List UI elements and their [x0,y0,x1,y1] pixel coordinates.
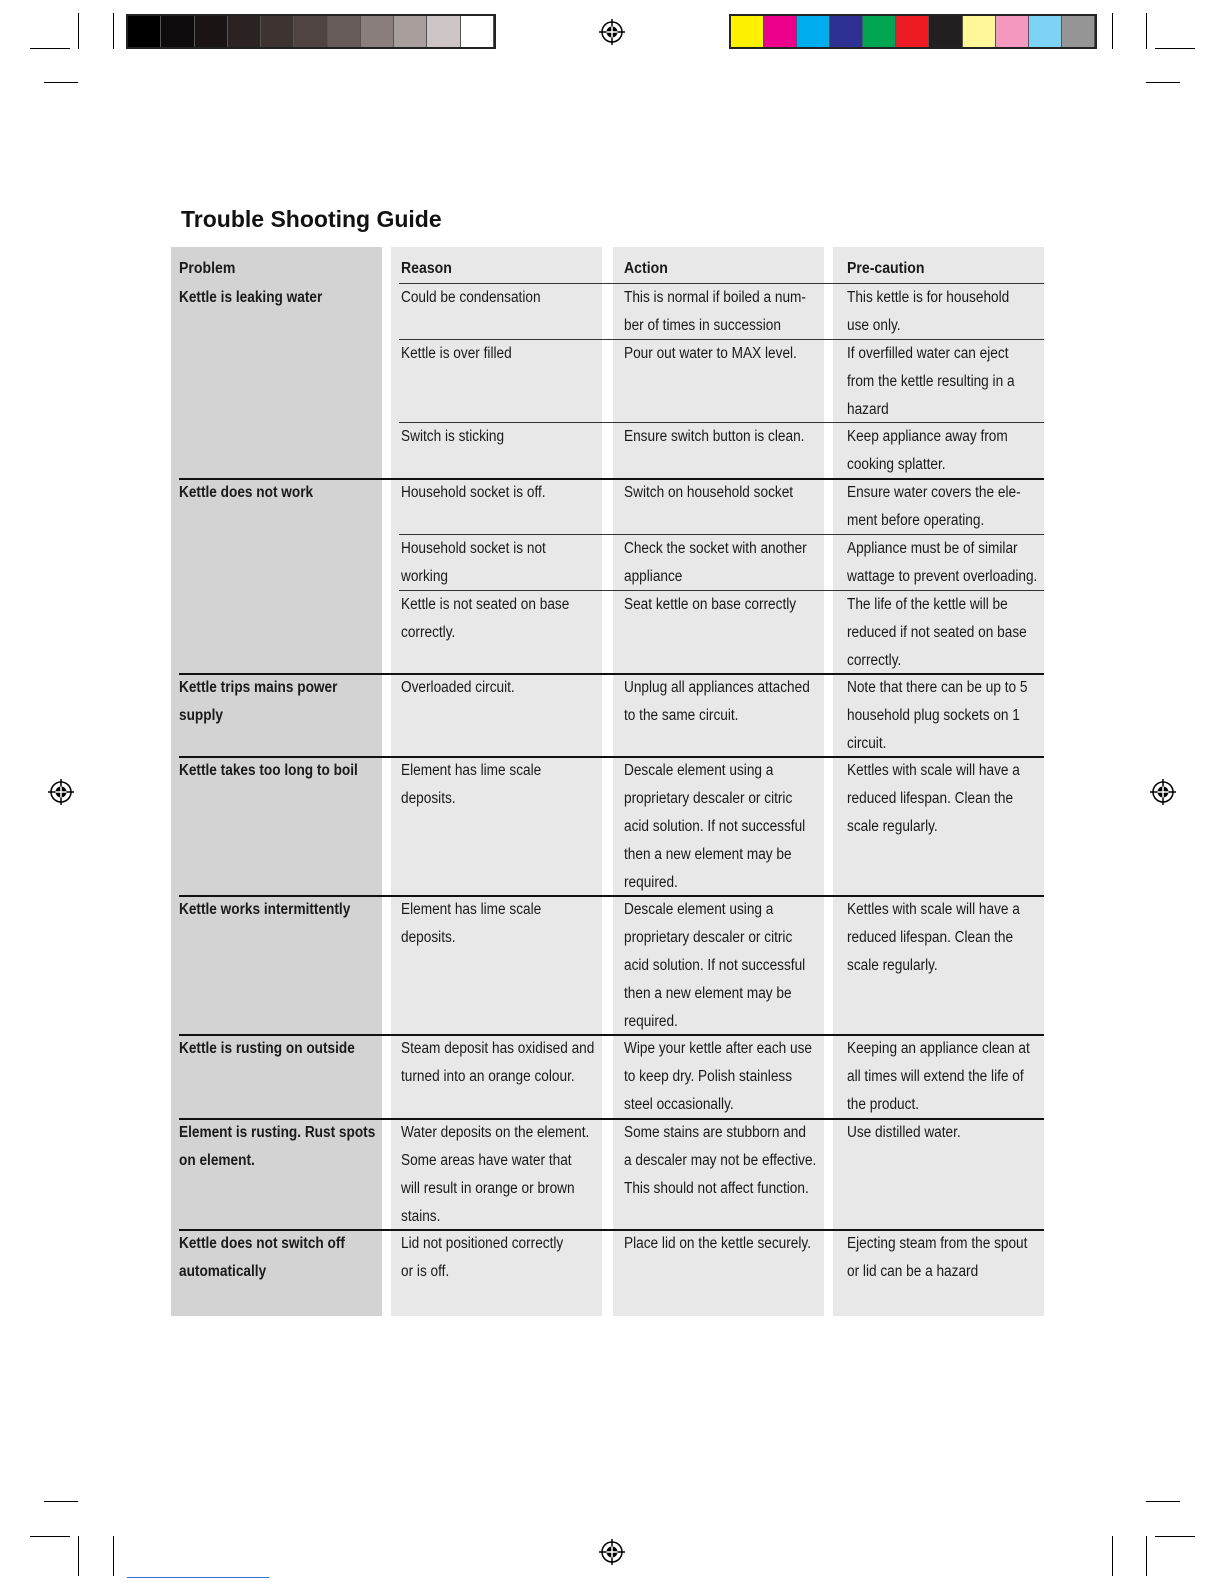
row-divider [399,590,1044,591]
crop-mark [30,1536,70,1537]
reason-cell: Element has lime scale deposits. [401,901,542,946]
color-swatch [128,16,161,47]
precaution-cell: Keeping an appliance clean at all times will extend the life of the product. [847,1040,1030,1113]
grayscale-color-bar [126,14,496,49]
crop-mark [30,48,70,49]
color-swatch [195,16,228,47]
problem-label: Kettle does not switch off automatically [179,1235,345,1280]
problem-label: Kettle trips mains power supply [179,679,338,724]
crop-mark [113,13,114,49]
action-cell: Descale element using a proprietary descaler or citric acid solution. If not successful then a new element may be required. [624,901,806,1030]
reason-cell: Kettle is not seated on base correctly. [401,596,570,641]
action-cell: Ensure switch button is clean. [624,428,805,445]
action-cell: Place lid on the kettle securely. [624,1235,812,1252]
problem-label: Kettle takes too long to boil [179,762,358,779]
precaution-cell: If overfilled water can eject from the kettle resulting in a hazard [847,345,1015,418]
crop-mark [113,1536,114,1576]
row-divider [399,422,1044,423]
color-swatch [731,16,764,47]
action-cell: Unplug all appliances attached to the same circuit. [624,679,810,724]
header-problem: Problem [179,260,236,277]
link-underline [127,1577,269,1578]
precaution-cell: Use distilled water. [847,1124,961,1141]
precaution-cell: Ensure water covers the ele- ment before operating. [847,484,1021,529]
problem-label: Element is rusting. Rust spots on element. [179,1124,376,1169]
action-cell: Check the socket with another appliance [624,540,807,585]
registration-mark-icon [599,1539,625,1565]
page-title: Trouble Shooting Guide [181,206,442,232]
crop-mark [44,82,78,83]
color-swatch [394,16,427,47]
reason-cell: Switch is sticking [401,428,505,445]
problem-label: Kettle is rusting on outside [179,1040,355,1057]
registration-mark-icon [48,779,74,805]
color-swatch [461,16,494,47]
color-swatch [427,16,460,47]
crop-mark [1146,13,1147,49]
precaution-cell: Kettles with scale will have a reduced lifespan. Clean the scale regularly. [847,901,1020,974]
action-cell: Pour out water to MAX level. [624,345,797,362]
reason-cell: Lid not positioned correctly or is off. [401,1235,564,1280]
reason-cell: Overloaded circuit. [401,679,515,696]
precaution-cell: Keep appliance away from cooking splatter. [847,428,1008,473]
color-swatch [929,16,962,47]
color-swatch [863,16,896,47]
header-precaution: Pre-caution [847,260,925,277]
action-cell: Switch on household socket [624,484,794,501]
precaution-cell: This kettle is for household use only. [847,289,1010,334]
precaution-cell: The life of the kettle will be reduced if not seated on base correctly. [847,596,1027,669]
problem-label: Kettle is leaking water [179,289,323,306]
header-action: Action [624,260,668,277]
color-swatch [294,16,327,47]
action-cell: Descale element using a proprietary descaler or citric acid solution. If not successful then a new element may be required. [624,762,806,891]
precaution-cell: Kettles with scale will have a reduced lifespan. Clean the scale regularly. [847,762,1020,835]
color-swatch [764,16,797,47]
problem-label: Kettle works intermittently [179,901,351,918]
action-cell: Seat kettle on base correctly [624,596,797,613]
crop-mark [1155,48,1195,49]
reason-cell: Household socket is off. [401,484,546,501]
color-swatch [996,16,1029,47]
crop-mark [78,1536,79,1576]
crop-mark [1112,1536,1113,1576]
crop-mark [44,1501,78,1502]
reason-cell: Household socket is not working [401,540,546,585]
crop-mark [1146,82,1180,83]
registration-mark-icon [599,19,625,45]
precaution-cell: Appliance must be of similar wattage to prevent overloading. [847,540,1038,585]
color-swatch [1062,16,1095,47]
reason-cell: Steam deposit has oxidised and turned into an orange colour. [401,1040,595,1085]
crop-mark [1112,13,1113,49]
precaution-cell: Note that there can be up to 5 household plug sockets on 1 circuit. [847,679,1028,752]
reason-cell: Water deposits on the element. Some areas have water that will result in orange or brown stains. [401,1124,590,1225]
precaution-cell: Ejecting steam from the spout or lid can be a hazard [847,1235,1028,1280]
row-divider [399,339,1044,340]
color-swatch [361,16,394,47]
row-divider [399,534,1044,535]
reason-cell: Kettle is over filled [401,345,512,362]
crop-mark [1155,1536,1195,1537]
crop-mark [78,13,79,49]
process-color-bar [729,14,1097,49]
color-swatch [1029,16,1062,47]
color-swatch [896,16,929,47]
color-swatch [328,16,361,47]
color-swatch [797,16,830,47]
action-cell: Some stains are stubborn and a descaler may not be effective. This should not affect function. [624,1124,817,1197]
header-reason: Reason [401,260,452,277]
color-swatch [228,16,261,47]
action-cell: Wipe your kettle after each use to keep dry. Polish stainless steel occasionally. [624,1040,813,1113]
crop-mark [1146,1501,1180,1502]
color-swatch [261,16,294,47]
action-cell: This is normal if boiled a num- ber of times in succession [624,289,806,334]
color-swatch [963,16,996,47]
problem-label: Kettle does not work [179,484,314,501]
color-swatch [830,16,863,47]
reason-cell: Element has lime scale deposits. [401,762,542,807]
color-swatch [161,16,194,47]
registration-mark-icon [1150,779,1176,805]
crop-mark [1146,1536,1147,1576]
reason-cell: Could be condensation [401,289,541,306]
